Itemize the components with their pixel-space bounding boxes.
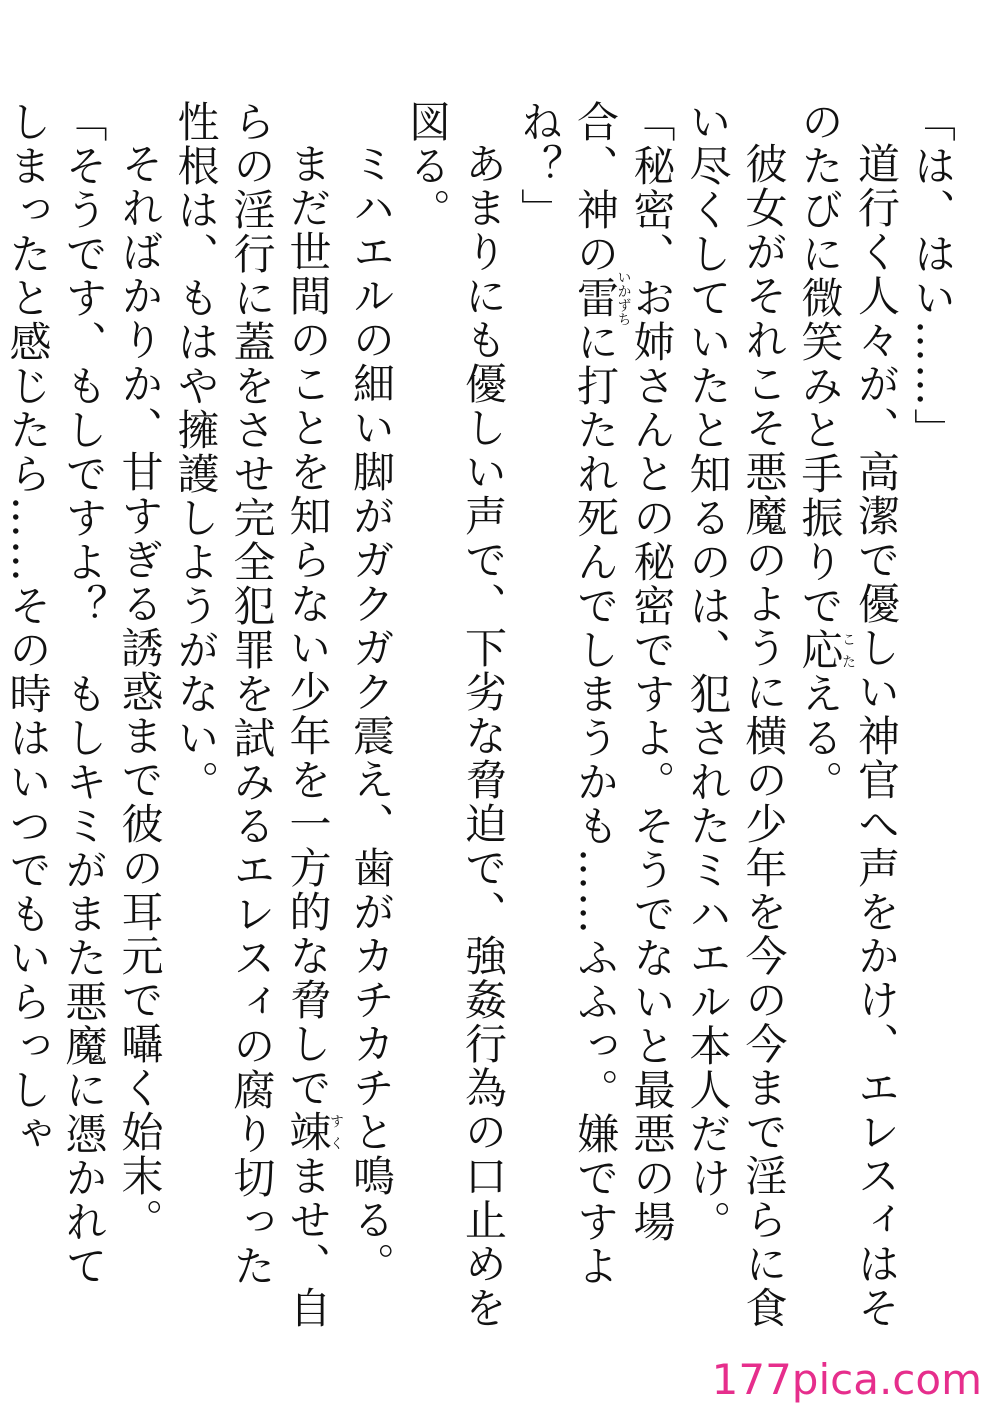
watermark-text: 177pica.com <box>711 1355 982 1404</box>
narration-paragraph-6: そればかりか、甘すぎる誘惑まで彼の耳元で囁く始末。 <box>115 142 165 1242</box>
ruby-kotaeru: 応こた <box>795 628 856 672</box>
ruby-sukumu: 竦すく <box>283 1110 344 1154</box>
narration-paragraph-4: ミハエルの細い脚がガクガク震え、歯がカチカチと鳴る。 <box>347 142 396 1286</box>
ruby-ikazuchi: 雷いかずち <box>571 270 632 326</box>
narration-paragraph-1: 道行く人々が、高潔で優しい神官へ声をかけ、エレスィはそのたびに微笑みと手振りで応こたえる。 <box>795 100 901 1330</box>
narration-paragraph-3: あまりにも優しい声で、下劣な脅迫で、強姦行為の口止めを図る。 <box>403 100 508 1330</box>
narration-paragraph-2: 彼女がそれこそ悪魔のように横の少年を今の今まで淫らに食い尽くしていたと知るのは、犯されたミハエル本人だけ。 <box>683 100 789 1330</box>
vertical-text-body <box>0 100 960 1330</box>
dialogue-line-3: 「そうです、もしですよ？ もしキミがまた悪魔に憑かれてしまったと感じたら……その時はいつでもいらっしゃ <box>3 100 109 1288</box>
dialogue-line-1: 「は、はい……」 <box>908 100 957 452</box>
dialogue-line-2: 「秘密、お姉さんとの秘密ですよ。そうでないと最悪の場合、神の雷いかずちに打たれ死んでしまうかも……ふふっ。嫌ですよね？」 <box>515 100 677 1288</box>
narration-paragraph-5: まだ世間のことを知らない少年を一方的な脅しで竦すくませ、自らの淫行に蓋をさせ完全犯罪を試みるエレスィの腐り切った性根は、もはや擁護しようがない。 <box>171 100 344 1330</box>
